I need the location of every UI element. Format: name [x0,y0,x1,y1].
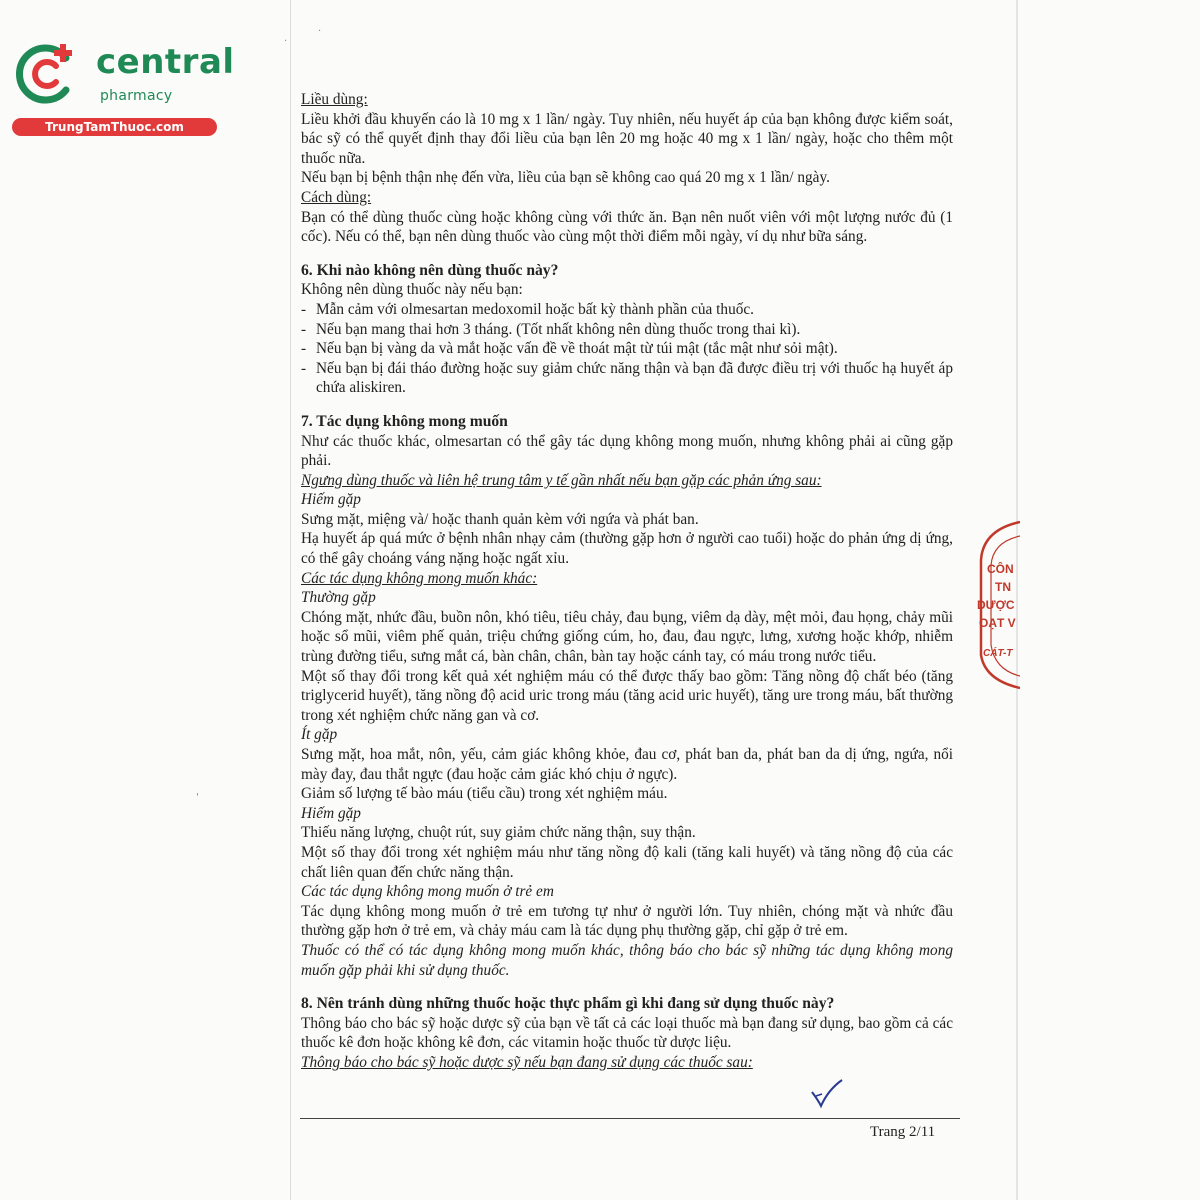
stamp-text: CÁT-T [983,648,1013,659]
list-item: - Mẫn cảm với olmesartan medoxomil hoặc bất kỳ thành phần của thuốc. [301,300,953,320]
notify-note: Thuốc có thể có tác dụng không mong muốn khác, thông báo cho bác sỹ những tác dụng không mong muốn gặp phải khi sử dụng thuốc. [301,941,953,979]
logo-mark-icon [10,38,80,108]
section-6-intro: Không nên dùng thuốc này nếu bạn: [301,281,523,299]
dose-heading: Liều dùng: [301,91,368,108]
list-item-text: Nếu bạn bị vàng da và mắt hoặc vấn đề về thoát mật từ túi mật (tắc mật như sỏi mật). [316,340,838,358]
section-8-paragraph: Thông báo cho bác sỹ hoặc dược sỹ của bạn về tất cả các loại thuốc mà bạn đang sử dụng, bao gồm cả các thuốc kê đơn hoặc không kê đơn, các vitamin hoặc thuốc từ dược liệu. [301,1014,953,1052]
effect-paragraph: Một số thay đổi trong xét nghiệm máu như tăng nồng độ kali (tăng kali huyết) và tăng nồng độ của các chất liên quan đến chức năng thận. [301,843,953,881]
section-8-instruction: Thông báo cho bác sỹ hoặc dược sỹ nếu bạn đang sử dụng các thuốc sau: [301,1053,753,1071]
stop-warning: Ngưng dùng thuốc và liên hệ trung tâm y tế gần nhất nếu bạn gặp các phản ứng sau: [301,471,822,489]
leaflet-body [301,90,953,1073]
other-effects-heading: Các tác dụng không mong muốn khác: [301,569,538,587]
children-effects-label: Các tác dụng không mong muốn ở trẻ em [301,883,554,901]
central-pharmacy-logo[interactable] [10,36,235,136]
footer-rule [300,1118,960,1119]
scan-speck: · [284,36,288,47]
usage-paragraph: Bạn có thể dùng thuốc cùng hoặc không cùng với thức ăn. Bạn nên nuốt viên với một lượng nước đủ (1 cốc). Nếu có thể, bạn nên dùng thuốc vào cùng một thời điểm mỗi ngày, ví dụ như bữa sáng. [301,208,953,246]
effect-paragraph: Sưng mặt, hoa mắt, nôn, yếu, cảm giác không khỏe, đau cơ, phát ban da, phát ban da dị ứng, ngứa, nổi mày đay, đau thắt ngực (đau hoặc cảm giác khó chịu ở ngực). [301,746,953,783]
list-item: - Nếu bạn mang thai hơn 3 tháng. (Tốt nhất không nên dùng thuốc trong thai kì). [301,320,953,340]
effect-paragraph: Giảm số lượng tế bào máu (tiểu cầu) trong xét nghiệm máu. [301,785,668,803]
stamp-text: DƯỢC [977,598,1015,612]
effect-paragraph: Một số thay đổi trong kết quả xét nghiệm máu có thể được thấy bao gồm: Tăng nồng độ chất béo (tăng triglycerid huyết), tăng nồng độ acid uric trong máu (tăng acid uric huyết), tăng ure trong máu, bất thường trong xét nghiệm chức năng gan và cơ. [301,667,953,724]
list-item: - Nếu bạn bị đái tháo đường hoặc suy giảm chức năng thận và bạn đã được điều trị với thuốc hạ huyết áp chứa aliskiren. [301,359,953,397]
effect-paragraph: Thiếu năng lượng, chuột rút, suy giảm chức năng thận, suy thận. [301,824,696,842]
usage-heading: Cách dùng: [301,188,372,206]
list-item-text: Nếu bạn bị đái tháo đường hoặc suy giảm chức năng thận và bạn đã được điều trị với thuốc hạ huyết áp chứa aliskiren. [316,359,953,397]
frequency-label: Hiếm gặp [301,491,361,509]
dose-paragraph: Nếu bạn bị bệnh thận nhẹ đến vừa, liều của bạn sẽ không cao quá 20 mg x 1 lần/ ngày. [301,169,830,187]
scan-gutter-line [290,0,291,1200]
effect-paragraph: Sưng mặt, miệng và/ hoặc thanh quản kèm với ngứa và phát ban. [301,510,699,528]
logo-subtitle: pharmacy [100,88,173,104]
handwritten-check-icon [808,1078,848,1112]
dose-paragraph: Liều khởi đầu khuyến cáo là 10 mg x 1 lần/ ngày. Tuy nhiên, nếu huyết áp của bạn không được kiểm soát, bác sỹ có thể quyết định thay đổi liều của bạn lên 20 mg hoặc 40 mg x 1 lần/ ngày, hoặc cho thêm một thuốc nữa. [301,110,953,167]
logo-url-badge[interactable]: TrungTamThuoc.com [12,118,217,136]
page-number: Trang 2/11 [870,1124,936,1140]
scan-speck: ' [196,792,199,803]
effect-paragraph: Hạ huyết áp quá mức ở bệnh nhân nhạy cảm (thường gặp hơn ở người cao tuổi) hoặc do phản ứng dị ứng, có thể gây choáng váng nặng hoặc ngất xỉu. [301,530,953,568]
stamp-text: CÔN [987,562,1014,576]
stamp-text: TN [995,580,1011,594]
section-6-heading: 6. Khi nào không nên dùng thuốc này? [301,261,559,279]
section-8-heading: 8. Nên tránh dùng những thuốc hoặc thực phẩm gì khi đang sử dụng thuốc này? [301,995,835,1013]
frequency-label: Thường gặp [301,589,376,607]
frequency-label: Hiếm gặp [301,804,361,822]
red-stamp-fragment [975,520,1020,690]
effect-paragraph: Tác dụng không mong muốn ở trẻ em tương tự như ở người lớn. Tuy nhiên, chóng mặt và nhức đầu thường gặp hơn ở trẻ em, và chảy máu cam là tác dụng phụ thường gặp, chỉ gặp ở trẻ em. [301,902,953,940]
logo-wordmark: central [96,42,235,82]
list-item: - Nếu bạn bị vàng da và mắt hoặc vấn đề về thoát mật từ túi mật (tắc mật như sỏi mật). [301,339,953,359]
effect-paragraph: Chóng mặt, nhức đầu, buồn nôn, khó tiêu, tiêu chảy, đau bụng, viêm dạ dày, mệt mỏi, đau họng, chảy mũi hoặc sổ mũi, viêm phế quản, triệu chứng giống cúm, ho, đau, đau ngực, lưng, xương hoặc khớp, nhiễm trùng đường tiểu, sưng mắt cá, bàn chân, chân, bàn tay hoặc cánh tay, có máu trong nước tiểu. [301,608,953,666]
list-item-text: Mẫn cảm với olmesartan medoxomil hoặc bất kỳ thành phần của thuốc. [316,300,754,318]
stamp-text: OẠT V [979,616,1016,630]
section-7-intro: Như các thuốc khác, olmesartan có thể gây tác dụng không mong muốn, nhưng không phải ai cũng gặp phải. [301,432,953,470]
section-7-heading: 7. Tác dụng không mong muốn [301,412,508,430]
scan-speck: · [318,26,322,37]
frequency-label: Ít gặp [301,726,338,744]
list-item-text: Nếu bạn mang thai hơn 3 tháng. (Tốt nhất không nên dùng thuốc trong thai kì). [316,320,801,338]
